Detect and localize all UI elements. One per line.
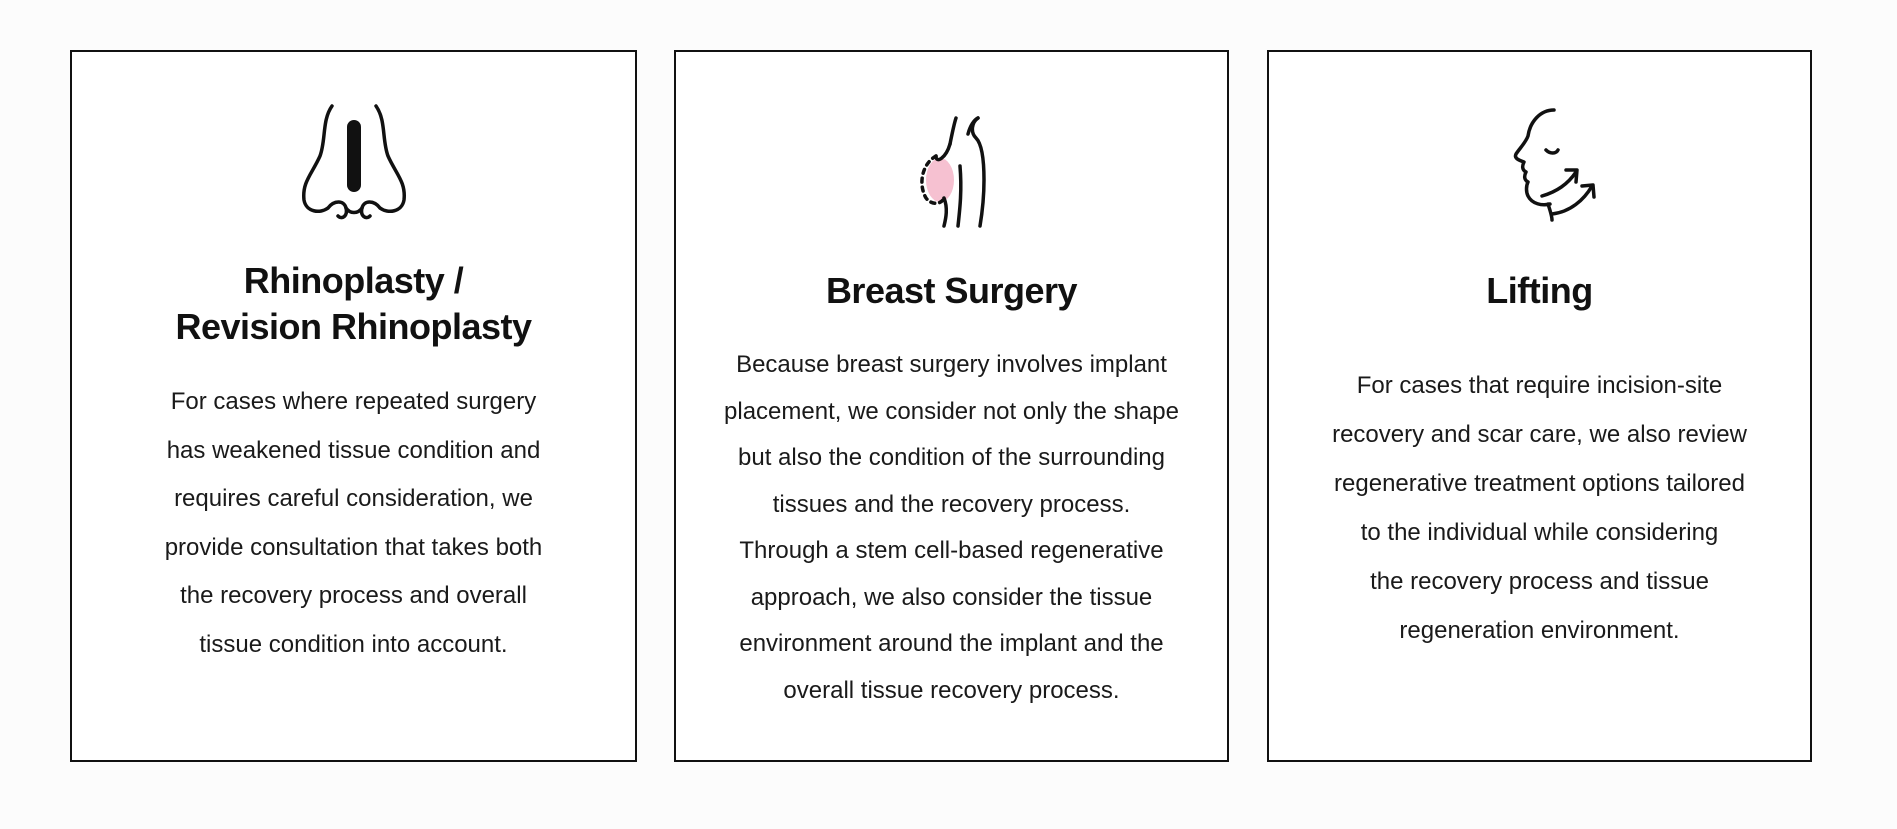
card-description [92,378,615,669]
face-lift-icon [1470,100,1610,230]
description-line: overall tissue recovery process. [783,676,1120,704]
card-title [72,258,635,350]
card-lifting [1267,50,1812,762]
card-description [696,342,1207,714]
description-line: approach, we also consider the tissue [750,583,1153,611]
card-title-line: Breast Surgery [825,270,1078,311]
nose-icon [284,100,424,230]
description-line: tissue condition into account. [199,630,508,658]
description-line: For cases where repeated surgery [170,388,537,415]
description-line: tissues and the recovery process. [772,490,1131,518]
description-line: placement, we consider not only the shape [724,397,1179,425]
description-line: regeneration environment. [1399,617,1680,644]
description-line: Because breast surgery involves implant [736,351,1167,378]
description-line: to the individual while considering [1360,519,1719,546]
description-line: For cases that require incision-site [1356,372,1723,399]
card-title-line: Rhinoplasty / [243,260,464,301]
description-line: Through a stem cell-based regenerative [739,537,1164,564]
description-line: recovery and scar care, we also review [1332,421,1747,448]
description-line: but also the condition of the surrounding [738,444,1165,471]
description-line: the recovery process and overall [180,582,527,609]
card-title-line: Lifting [1486,270,1593,311]
card-description [1289,361,1790,655]
description-line: environment around the implant and the [739,630,1164,657]
card-title [1269,268,1810,314]
description-line: provide consultation that takes both [164,533,543,561]
description-line: has weakened tissue condition and [166,436,541,464]
card-rhinoplasty [70,50,637,762]
card-title [676,268,1227,314]
card-title-line: Revision Rhinoplasty [175,306,532,347]
description-line: the recovery process and tissue [1370,568,1709,595]
description-line: regenerative treatment options tailored [1334,470,1745,497]
breast-icon [882,100,1022,230]
card-breast-surgery [674,50,1229,762]
description-line: requires careful consideration, we [174,485,533,512]
